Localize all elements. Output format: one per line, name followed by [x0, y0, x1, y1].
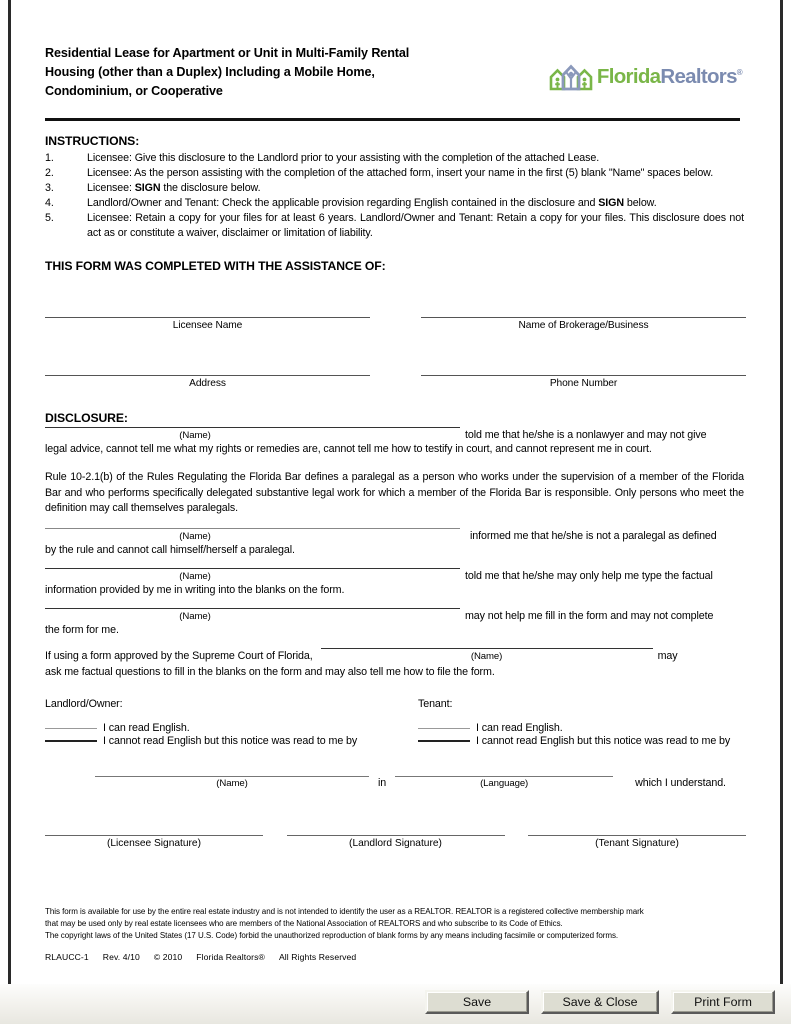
licensee-name-field-group	[45, 299, 370, 331]
landlord-can-read-option[interactable]	[45, 722, 418, 734]
disclosure-blank-row	[45, 429, 746, 441]
disclosure-blank-row	[45, 570, 746, 582]
phone-field-group	[421, 357, 746, 389]
disclosure-name-input-3[interactable]	[45, 568, 460, 569]
disclosure-heading: DISCLOSURE:	[45, 411, 128, 426]
landlord-signature-group	[287, 819, 505, 849]
disclosure-name-input-1[interactable]	[45, 427, 460, 428]
reader-name-input[interactable]	[95, 765, 369, 777]
tenant-signature-caption: (Tenant Signature)	[595, 837, 679, 849]
disclosure-continuation: legal advice, cannot tell me what my rights or remedies are, cannot tell me how to testify in court, and cannot represent me in court.	[45, 443, 652, 456]
document-header	[45, 0, 746, 101]
supreme-court-block	[45, 650, 746, 678]
brokerage-name-input[interactable]	[421, 299, 746, 318]
tenant-signature-input[interactable]	[528, 819, 746, 836]
fineprint-line-1: This form is available for use by the entire real estate industry and is not intended to identify the user as a REALTOR. REALTOR is a registered collective membership mark	[45, 906, 644, 916]
reader-name-language-row	[45, 765, 746, 789]
logo-florida-text: Florida	[596, 64, 661, 88]
disclosure-blank-row	[45, 530, 746, 542]
instructions-section	[45, 134, 746, 241]
assistance-field-row-2	[45, 357, 746, 389]
page-title	[45, 44, 409, 101]
licensee-signature-group	[45, 819, 263, 849]
instruction-text	[87, 196, 746, 211]
disclosure-blank-row	[45, 610, 746, 622]
landlord-cannot-read-option[interactable]	[45, 735, 418, 747]
tenant-can-read-option[interactable]	[418, 722, 746, 734]
licensee-signature-caption: (Licensee Signature)	[106, 837, 201, 849]
legal-fineprint	[45, 906, 746, 942]
disclosure-continuation: by the rule and cannot call himself/herself a paralegal.	[45, 543, 295, 556]
name-caption: (Name)	[179, 430, 211, 442]
brokerage-name-field-group	[421, 299, 746, 331]
licensee-signature-input[interactable]	[45, 819, 263, 836]
tenant-can-read-label: I can read English.	[476, 721, 563, 734]
party-labels-row	[45, 698, 746, 710]
instruction-text: Licensee: As the person assisting with the completion of the attached form, insert your name in the first (5) blank "Name" spaces below.	[87, 167, 714, 180]
disclosure-name-input-2[interactable]	[45, 528, 460, 529]
registered-mark-icon: ®	[736, 67, 742, 77]
language-input[interactable]	[395, 765, 613, 777]
fineprint-line-3: The copyright laws of the United States (17 U.S. Code) forbid the unauthorized reproduction of blank forms by any means including facsimile or computerized forms.	[45, 930, 619, 940]
instruction-item-5	[45, 211, 746, 241]
name-caption: (Name)	[470, 650, 503, 662]
english-comprehension-section	[45, 698, 746, 789]
disclosure-text-after-blank: informed me that he/she is not a paralegal as defined	[470, 529, 717, 542]
landlord-signature-input[interactable]	[287, 819, 505, 836]
in-word-label: in	[378, 776, 387, 789]
logo-wordmark	[596, 64, 742, 88]
title-line-1: Residential Lease for Apartment or Unit in Multi-Family Rental	[45, 46, 410, 60]
form-code: RLAUCC-1	[45, 951, 89, 962]
header-divider	[45, 118, 740, 121]
instruction-item-3	[45, 181, 746, 196]
print-form-button[interactable]: Print Form	[671, 990, 775, 1014]
instruction-text-pre: Licensee:	[87, 182, 135, 195]
disclosure-block-1	[45, 429, 746, 455]
form-revision-line	[45, 952, 746, 962]
which-i-understand-label: which I understand.	[635, 776, 726, 789]
disclosure-text-after-blank: may not help me fill in the form and may not complete	[465, 609, 714, 622]
disclosure-continuation: the form for me.	[45, 623, 119, 636]
licensee-name-caption: Licensee Name	[172, 320, 243, 332]
tenant-can-read-checkbox[interactable]	[418, 728, 470, 729]
name-caption: (Name)	[179, 570, 211, 582]
brokerage-name-caption: Name of Brokerage/Business	[518, 320, 649, 332]
instruction-text-pre: Landlord/Owner and Tenant: Check the applicable provision regarding English contained in the disclosure and	[87, 197, 599, 210]
save-and-close-button[interactable]: Save & Close	[541, 990, 659, 1014]
supreme-court-continuation: ask me factual questions to fill in the blanks on the form and may also tell me how to file the form.	[45, 665, 495, 678]
landlord-cannot-read-label: I cannot read English but this notice was read to me by	[103, 734, 358, 747]
instruction-text: Licensee: Give this disclosure to the Landlord prior to your assisting with the completion of the attached Lease.	[87, 152, 600, 165]
landlord-signature-caption: (Landlord Signature)	[349, 837, 442, 849]
instructions-list	[45, 151, 746, 241]
assistance-heading: THIS FORM WAS COMPLETED WITH THE ASSISTANCE OF:	[45, 259, 386, 274]
copyright-owner: Florida Realtors®	[196, 951, 265, 962]
document-page	[8, 0, 783, 984]
instruction-number: 4.	[45, 197, 54, 210]
instruction-item-2	[45, 166, 746, 181]
instruction-text	[87, 181, 746, 196]
cannot-read-row	[45, 734, 746, 747]
name-caption: (Name)	[179, 530, 211, 542]
title-line-2: Housing (other than a Duplex) Including a Mobile Home,	[45, 65, 375, 80]
tenant-label: Tenant:	[418, 697, 453, 710]
tenant-cannot-read-option[interactable]	[418, 735, 746, 747]
logo-realtors-text: Realtors	[660, 64, 737, 88]
save-button[interactable]: Save	[425, 990, 529, 1014]
disclosure-text-after-blank: told me that he/she may only help me type the factual	[465, 569, 713, 582]
address-input[interactable]	[45, 357, 370, 376]
instruction-text: Licensee: Retain a copy for your files for at least 6 years. Landlord/Owner and Tenant: Retain a copy for your files. This disclosure does not act as or constitute a waiver, disclaimer or limitation of liability.	[87, 212, 744, 240]
instructions-heading: INSTRUCTIONS:	[45, 134, 140, 149]
signature-row	[45, 819, 746, 849]
instruction-text-post: the disclosure below.	[160, 182, 261, 195]
form-revision: Rev. 4/10	[102, 951, 140, 962]
supreme-court-text-before: If using a form approved by the Supreme Court of Florida,	[45, 649, 313, 662]
instruction-emphasis: SIGN	[134, 182, 161, 195]
disclosure-text-after-blank: told me that he/she is a nonlawyer and may not give	[465, 429, 707, 442]
phone-caption: Phone Number	[549, 378, 618, 390]
instruction-number: 1.	[45, 152, 54, 165]
instruction-number: 2.	[45, 167, 54, 180]
can-read-row	[45, 721, 746, 734]
supreme-court-blank-row	[45, 650, 746, 662]
landlord-owner-label: Landlord/Owner:	[45, 697, 123, 710]
instruction-item-1	[45, 151, 746, 166]
licensee-name-input[interactable]	[45, 299, 370, 318]
name-caption: (Name)	[179, 610, 211, 622]
disclosure-block-3	[45, 570, 746, 596]
name-caption: (Name)	[216, 777, 248, 789]
tenant-cannot-read-checkbox[interactable]	[418, 740, 470, 742]
instruction-number: 5.	[45, 212, 54, 225]
tenant-signature-group	[528, 819, 746, 849]
address-caption: Address	[189, 378, 226, 390]
copyright-year: © 2010	[153, 951, 183, 962]
disclosure-block-2	[45, 530, 746, 556]
title-line-3: Condominium, or Cooperative	[45, 84, 223, 99]
houses-people-icon	[548, 62, 594, 92]
disclosure-block-4	[45, 610, 746, 636]
florida-realtors-logo	[548, 44, 746, 92]
supreme-court-name-input[interactable]	[321, 648, 653, 649]
form-action-toolbar	[0, 984, 791, 1024]
phone-input[interactable]	[421, 357, 746, 376]
language-caption: (Language)	[480, 777, 529, 789]
disclosure-continuation: information provided by me in writing into the blanks on the form.	[45, 583, 345, 596]
fineprint-line-2: that may be used only by real estate licensees who are members of the National Association of REALTORS and who subscribe to its Code of Ethics.	[45, 918, 563, 928]
instruction-item-4	[45, 196, 746, 211]
toolbar-button-group	[425, 990, 775, 1014]
instruction-emphasis: SIGN	[598, 197, 624, 210]
supreme-court-text-after: may	[657, 649, 678, 662]
landlord-cannot-read-checkbox[interactable]	[45, 740, 97, 742]
landlord-can-read-label: I can read English.	[103, 721, 190, 734]
paralegal-rule-paragraph: Rule 10-2.1(b) of the Rules Regulating the Florida Bar defines a paralegal as a person who works under the supervision of a member of the Florida Bar and who performs specifically delegated substantive legal work for which a member of the Florida Bar is responsible. Only persons who meet the definition may call themselves paralegals.	[45, 471, 744, 514]
instruction-number: 3.	[45, 182, 54, 195]
landlord-can-read-checkbox[interactable]	[45, 728, 97, 729]
disclosure-name-input-4[interactable]	[45, 608, 460, 609]
tenant-cannot-read-label: I cannot read English but this notice was read to me by	[476, 734, 731, 747]
instruction-text-post: below.	[623, 197, 657, 210]
rights-reserved: All Rights Reserved	[278, 951, 357, 962]
assistance-field-row-1	[45, 299, 746, 331]
address-field-group	[45, 357, 370, 389]
